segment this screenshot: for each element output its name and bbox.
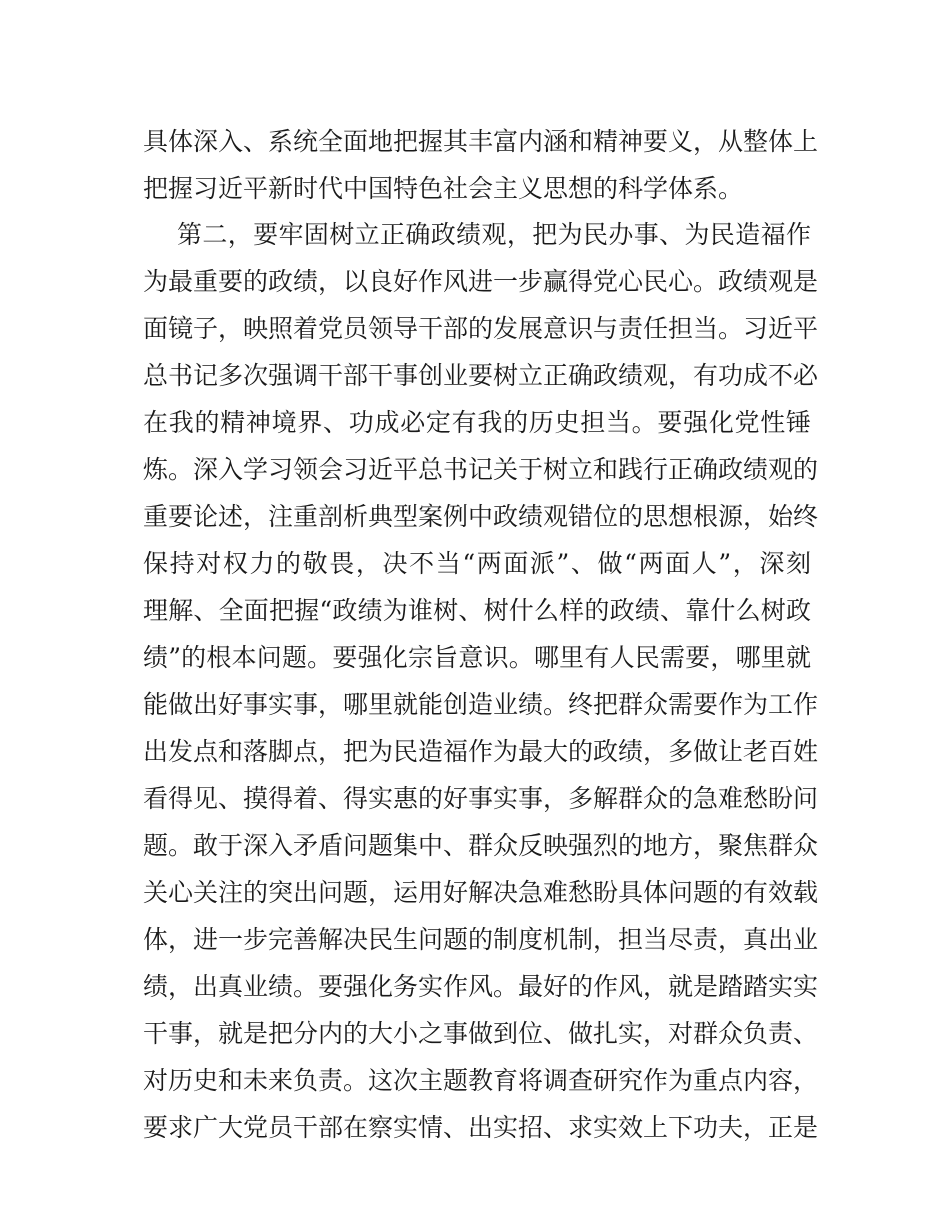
text-line: 出发点和落脚点，把为民造福作为最大的政绩，多做让老百姓 bbox=[143, 737, 819, 766]
text-line: 把握习近平新时代中国特色社会主义思想的科学体系。 bbox=[143, 174, 744, 203]
text-line: 重要论述，注重剖析典型案例中政绩观错位的思想根源，始终 bbox=[143, 502, 819, 531]
text-line: 体，进一步完善解决民生问题的制度机制，担当尽责，真出业 bbox=[143, 925, 819, 954]
text-line: 理解、全面把握“政绩为谁树、树什么样的政绩、靠什么树政 bbox=[143, 596, 811, 625]
text-line: 绩”的根本问题。要强化宗旨意识。哪里有人民需要，哪里就 bbox=[143, 643, 811, 672]
text-line: 为最重要的政绩，以良好作风进一步赢得党心民心。政绩观是 bbox=[143, 267, 819, 296]
text-line: 关心关注的突出问题，运用好解决急难愁盼具体问题的有效载 bbox=[143, 878, 819, 907]
paragraph-2 bbox=[143, 211, 819, 1151]
text-line: 第二，要牢固树立正确政绩观，把为民办事、为民造福作 bbox=[177, 220, 811, 249]
text-line: 要求广大党员干部在察实情、出实招、求实效上下功夫，正是 bbox=[143, 1113, 819, 1142]
text-line: 总书记多次强调干部干事创业要树立正确政绩观，有功成不必 bbox=[143, 361, 819, 390]
text-line: 干事，就是把分内的大小之事做到位、做扎实，对群众负责、 bbox=[143, 1019, 819, 1048]
text-line: 题。敢于深入矛盾问题集中、群众反映强烈的地方，聚焦群众 bbox=[143, 831, 819, 860]
text-line: 看得见、摸得着、得实惠的好事实事，多解群众的急难愁盼问 bbox=[143, 784, 819, 813]
text-line: 在我的精神境界、功成必定有我的历史担当。要强化党性锤 bbox=[143, 408, 811, 437]
text-line: 对历史和未来负责。这次主题教育将调查研究作为重点内容， bbox=[143, 1066, 819, 1095]
text-line: 炼。深入学习领会习近平总书记关于树立和践行正确政绩观的 bbox=[143, 455, 819, 484]
text-line: 具体深入、系统全面地把握其丰富内涵和精神要义，从整体上 bbox=[143, 127, 819, 156]
text-line: 保持对权力的敬畏，决不当“两面派”、做“两面人”，深刻 bbox=[143, 549, 811, 578]
text-line: 面镜子，映照着党员领导干部的发展意识与责任担当。习近平 bbox=[143, 314, 819, 343]
text-line: 绩，出真业绩。要强化务实作风。最好的作风，就是踏踏实实 bbox=[143, 972, 819, 1001]
paragraph-1 bbox=[143, 118, 819, 212]
text-line: 能做出好事实事，哪里就能创造业绩。终把群众需要作为工作 bbox=[143, 690, 819, 719]
